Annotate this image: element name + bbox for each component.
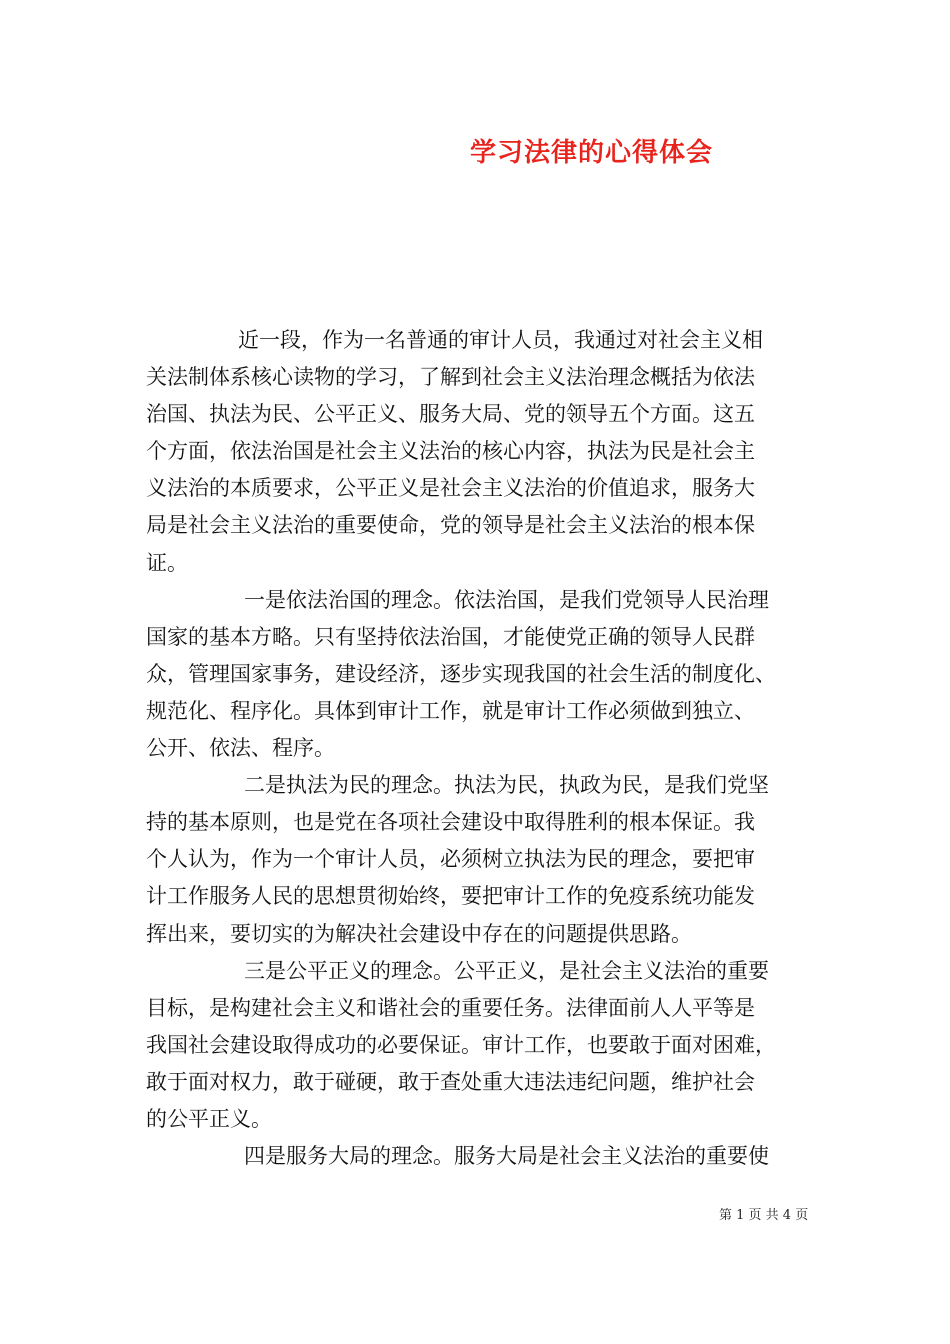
- text-line: 国家的基本方略。只有坚持依法治国，才能使党正确的领导人民群: [146, 624, 755, 649]
- text-line: 证。: [146, 550, 188, 575]
- text-line: 二是执法为民的理念。执法为民，执政为民，是我们党坚: [244, 773, 769, 798]
- text-line: 计工作服务人民的思想贯彻始终，要把审计工作的免疫系统功能发: [146, 884, 755, 909]
- text-line: 挥出来，要切实的为解决社会建设中存在的问题提供思路。: [146, 921, 692, 946]
- paragraph-fairness-justice: [146, 953, 826, 1138]
- text-line: 个方面，依法治国是社会主义法治的核心内容，执法为民是社会主: [146, 439, 755, 464]
- text-line: 众，管理国家事务，建设经济，逐步实现我国的社会生活的制度化、: [146, 661, 776, 686]
- text-line: 局是社会主义法治的重要使命，党的领导是社会主义法治的根本保: [146, 513, 755, 538]
- text-line: 规范化、程序化。具体到审计工作，就是审计工作必须做到独立、: [146, 698, 755, 723]
- page-number: 第 1 页 共 4 页: [719, 1208, 809, 1223]
- paragraph-serve-people: [146, 767, 826, 952]
- paragraph-intro: [146, 322, 826, 582]
- document-body: [146, 322, 826, 1175]
- text-line: 我国社会建设取得成功的必要保证。审计工作，也要敢于面对困难，: [146, 1032, 776, 1057]
- text-line: 义法治的本质要求，公平正义是社会主义法治的价值追求，服务大: [146, 476, 755, 501]
- text-line: 敢于面对权力，敢于碰硬，敢于查处重大违法违纪问题，维护社会: [146, 1069, 755, 1094]
- paragraph-rule-of-law: [146, 582, 826, 767]
- text-line: 的公平正义。: [146, 1106, 272, 1131]
- text-line: 治国、执法为民、公平正义、服务大局、党的领导五个方面。这五: [146, 402, 755, 427]
- text-line: 近一段，作为一名普通的审计人员，我通过对社会主义相: [238, 328, 763, 352]
- text-line: 关法制体系核心读物的学习，了解到社会主义法治理念概括为依法: [146, 365, 755, 390]
- document-title: 学习法律的心得体会: [470, 138, 714, 168]
- text-line: 一是依法治国的理念。依法治国，是我们党领导人民治理: [244, 587, 769, 612]
- text-line: 公开、依法、程序。: [146, 736, 335, 761]
- text-line: 持的基本原则，也是党在各项社会建设中取得胜利的根本保证。我: [146, 810, 755, 835]
- paragraph-serve-overall: [146, 1138, 826, 1175]
- text-line: 四是服务大局的理念。服务大局是社会主义法治的重要使: [244, 1144, 769, 1169]
- text-line: 目标，是构建社会主义和谐社会的重要任务。法律面前人人平等是: [146, 995, 755, 1020]
- text-line: 个人认为，作为一个审计人员，必须树立执法为民的理念，要把审: [146, 847, 755, 872]
- text-line: 三是公平正义的理念。公平正义，是社会主义法治的重要: [244, 958, 769, 983]
